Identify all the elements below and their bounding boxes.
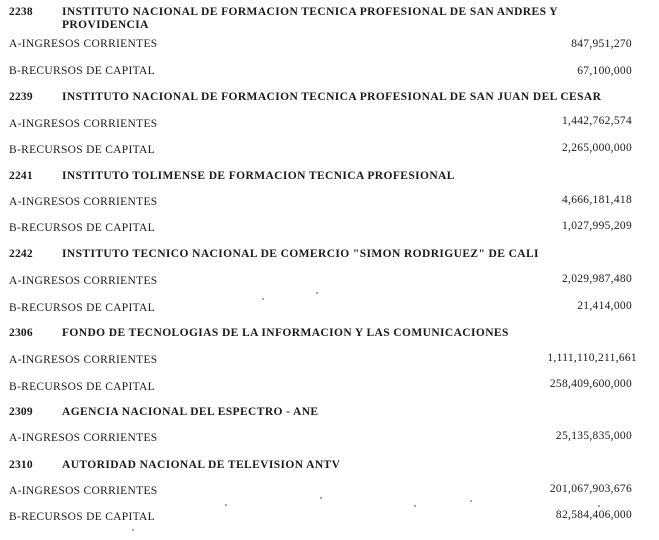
entity-code: 2239 xyxy=(9,91,33,103)
entity-code: 2241 xyxy=(9,170,33,182)
line-label: A-INGRESOS CORRIENTES xyxy=(9,196,158,208)
entity-name: AGENCIA NACIONAL DEL ESPECTRO - ANE xyxy=(62,406,319,418)
entity-code: 2242 xyxy=(9,248,33,260)
line-value: 1,027,995,209 xyxy=(561,220,632,232)
line-label: B-RECURSOS DE CAPITAL xyxy=(9,381,155,393)
entity-name: INSTITUTO TECNICO NACIONAL DE COMERCIO "SIMON RODRIGUEZ" DE CALI xyxy=(62,248,539,260)
line-value: 2,265,000,000 xyxy=(561,142,632,154)
line-value: 4,666,181,418 xyxy=(561,194,632,206)
line-label: A-INGRESOS CORRIENTES xyxy=(9,275,158,287)
line-label: A-INGRESOS CORRIENTES xyxy=(9,118,158,130)
scan-speck xyxy=(470,500,472,502)
scan-speck xyxy=(316,292,318,294)
line-label: B-RECURSOS DE CAPITAL xyxy=(9,302,155,314)
line-value: 201,067,903,676 xyxy=(549,483,632,495)
entity-name: AUTORIDAD NACIONAL DE TELEVISION ANTV xyxy=(62,459,341,471)
line-label: A-INGRESOS CORRIENTES xyxy=(9,354,158,366)
entity-code: 2310 xyxy=(9,459,33,471)
line-value: 258,409,600,000 xyxy=(549,378,632,390)
line-label: A-INGRESOS CORRIENTES xyxy=(9,38,158,50)
line-value: 21,414,000 xyxy=(577,300,632,312)
line-label: B-RECURSOS DE CAPITAL xyxy=(9,511,155,523)
entity-code: 2309 xyxy=(9,406,33,418)
line-label: B-RECURSOS DE CAPITAL xyxy=(9,222,155,234)
entity-name: INSTITUTO TOLIMENSE DE FORMACION TECNICA PROFESIONAL xyxy=(62,170,455,182)
line-value: 25,135,835,000 xyxy=(555,430,632,442)
entity-code: 2306 xyxy=(9,327,33,339)
line-value: 82,584,406,000 xyxy=(555,509,632,521)
line-value: 1,111,110,211,661 xyxy=(547,352,637,364)
entity-name: INSTITUTO NACIONAL DE FORMACION TECNICA PROFESIONAL DE SAN ANDRES Y PROVIDENCIA xyxy=(62,6,558,31)
entity-name: FONDO DE TECNOLOGIAS DE LA INFORMACION Y LAS COMUNICACIONES xyxy=(62,327,509,339)
scan-speck xyxy=(262,298,264,300)
line-value: 1,442,762,574 xyxy=(561,115,632,127)
line-value: 847,951,270 xyxy=(571,38,632,50)
scan-speck xyxy=(598,505,600,507)
entity-name: INSTITUTO NACIONAL DE FORMACION TECNICA PROFESIONAL DE SAN JUAN DEL CESAR xyxy=(62,91,602,103)
line-value: 67,100,000 xyxy=(577,65,632,77)
scan-speck xyxy=(132,529,134,531)
line-label: B-RECURSOS DE CAPITAL xyxy=(9,65,155,77)
scan-speck xyxy=(320,497,322,499)
line-label: A-INGRESOS CORRIENTES xyxy=(9,432,158,444)
line-value: 2,029,987,480 xyxy=(561,273,632,285)
scan-speck xyxy=(414,505,416,507)
scan-speck xyxy=(225,504,227,506)
line-label: A-INGRESOS CORRIENTES xyxy=(9,485,158,497)
line-label: B-RECURSOS DE CAPITAL xyxy=(9,144,155,156)
entity-code: 2238 xyxy=(9,6,33,18)
